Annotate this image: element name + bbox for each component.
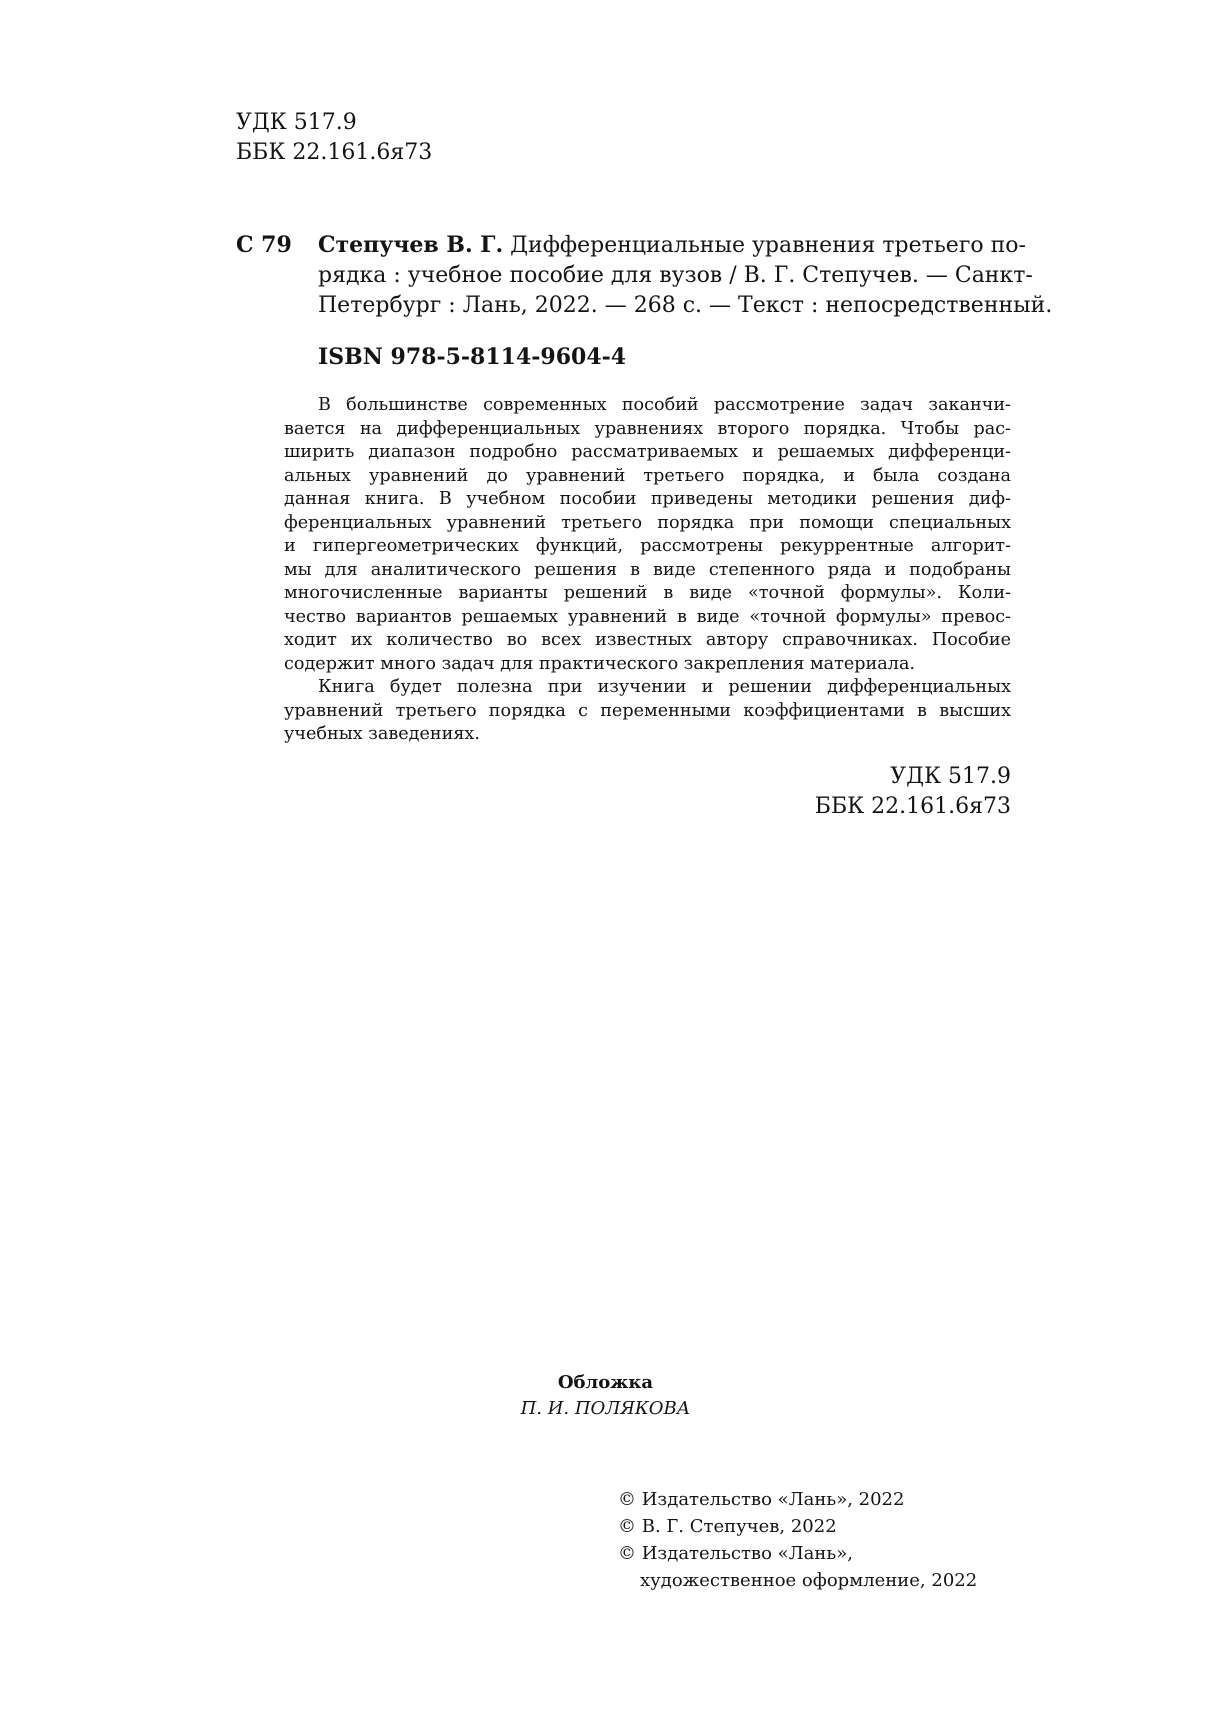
annotation-line: и гипергеометрических функций, рассмотрены рекуррентные алгорит-: [284, 536, 1011, 556]
copyright-line: © Издательство «Лань», 2022: [618, 1489, 905, 1510]
bbk-code: ББК 22.161.6я73: [814, 794, 1011, 819]
author-name: Степучев В. Г.: [318, 232, 504, 258]
annotation: [284, 394, 1011, 747]
bbk-code: ББК 22.161.6я73: [236, 140, 433, 165]
footer-classification-codes: [815, 762, 1011, 822]
cover-credit: [0, 1370, 1211, 1422]
annotation-line: мы для аналитического решения в виде степенного ряда и подобраны: [284, 559, 1011, 580]
header-classification-codes: [236, 108, 432, 168]
annotation-line: Книга будет полезна при изучении и решении дифференциальных: [318, 677, 1011, 697]
author-mark: С 79: [236, 232, 292, 258]
udk-code: УДК 517.9: [890, 764, 1011, 789]
bibliographic-entry: [236, 230, 1053, 321]
annotation-line: ференциальных уравнений третьего порядка при помощи специальных: [284, 512, 1011, 533]
copyright-line: © В. Г. Степучев, 2022: [618, 1516, 837, 1537]
title-start: Дифференциальные уравнения третьего по-: [510, 233, 1026, 258]
annotation-line: ходит их количество во всех известных автору справочниках. Пособие: [284, 630, 1011, 650]
annotation-line: альных уравнений до уравнений третьего порядка, и была создана: [284, 465, 1011, 486]
annotation-line: уравнений третьего порядка с переменными коэффициентами в высших: [284, 700, 1011, 721]
annotation-line: учебных заведениях.: [284, 724, 480, 744]
annotation-line: чество вариантов решаемых уравнений в виде «точной формулы» превос-: [284, 606, 1011, 627]
copyright-block: [618, 1486, 977, 1594]
cover-designer-name: П. И. ПОЛЯКОВА: [520, 1398, 691, 1419]
entry-line-1: [318, 230, 1026, 261]
annotation-line: многочисленные варианты решений в виде «точной формулы». Коли-: [284, 583, 1011, 603]
cover-credit-title: Обложка: [557, 1372, 654, 1393]
annotation-line: вается на дифференциальных уравнениях второго порядка. Чтобы рас-: [284, 418, 1011, 439]
annotation-line: содержит много задач для практического закрепления материала.: [284, 653, 916, 674]
annotation-line: В большинстве современных пособий рассмотрение задач заканчи-: [318, 395, 1011, 415]
entry-line-3: Петербург : Лань, 2022. — 268 с. — Текст : непосредственный.: [318, 293, 1053, 318]
annotation-line: ширить диапазон подробно рассматриваемых и решаемых дифференци-: [284, 442, 1011, 462]
annotation-line: данная книга. В учебном пособии приведены методики решения диф-: [284, 489, 1011, 509]
isbn: ISBN 978-5-8114-9604-4: [318, 344, 627, 370]
udk-code: УДК 517.9: [236, 110, 357, 135]
entry-line-2: рядка : учебное пособие для вузов / В. Г. Степучев. — Санкт-: [318, 263, 1033, 288]
copyright-line: художественное оформление, 2022: [640, 1570, 978, 1591]
copyright-line: © Издательство «Лань»,: [618, 1543, 853, 1564]
